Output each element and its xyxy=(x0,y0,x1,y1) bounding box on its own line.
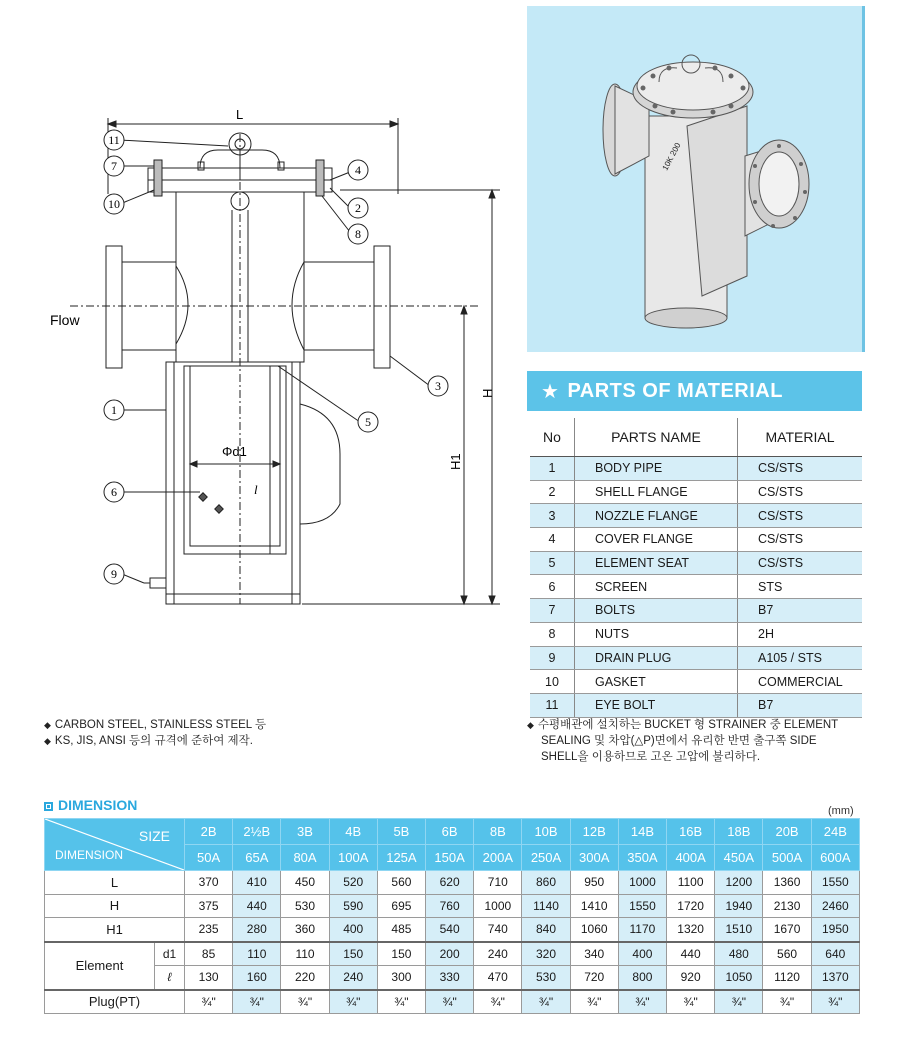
part-no: 7 xyxy=(530,599,575,623)
value-cell: ¾" xyxy=(570,990,618,1014)
note-line xyxy=(527,717,867,733)
value-cell: 1000 xyxy=(618,871,666,895)
value-cell: 590 xyxy=(329,894,377,918)
value-cell: 410 xyxy=(233,871,281,895)
part-material: A105 / STS xyxy=(738,646,863,670)
value-cell: ¾" xyxy=(763,990,811,1014)
value-cell: 540 xyxy=(426,918,474,942)
dimension-row-h xyxy=(45,894,860,918)
value-cell: 1370 xyxy=(811,966,859,990)
value-cell: 370 xyxy=(185,871,233,895)
part-no: 1 xyxy=(530,457,575,481)
size-a-cell: 500A xyxy=(763,845,811,871)
value-cell: 1000 xyxy=(474,894,522,918)
value-cell: 220 xyxy=(281,966,329,990)
value-cell: 340 xyxy=(570,942,618,966)
value-cell: ¾" xyxy=(233,990,281,1014)
value-cell: 710 xyxy=(474,871,522,895)
part-no: 4 xyxy=(530,528,575,552)
size-b-cell: 18B xyxy=(715,819,763,845)
callout-1: 1 xyxy=(111,403,117,417)
value-cell: 330 xyxy=(426,966,474,990)
size-a-cell: 200A xyxy=(474,845,522,871)
part-no: 2 xyxy=(530,480,575,504)
value-cell: 1120 xyxy=(763,966,811,990)
size-a-cell: 400A xyxy=(667,845,715,871)
value-cell: 110 xyxy=(281,942,329,966)
value-cell: 150 xyxy=(377,942,425,966)
value-cell: 440 xyxy=(667,942,715,966)
note-line xyxy=(44,717,266,733)
size-a-cell: 80A xyxy=(281,845,329,871)
callout-8: 8 xyxy=(355,227,361,241)
callout-7: 7 xyxy=(111,159,117,173)
value-cell: 1950 xyxy=(811,918,859,942)
value-cell: 920 xyxy=(667,966,715,990)
value-cell: ¾" xyxy=(618,990,666,1014)
part-name: SHELL FLANGE xyxy=(575,480,738,504)
size-a-cell: 125A xyxy=(377,845,425,871)
value-cell: 360 xyxy=(281,918,329,942)
size-b-cell: 14B xyxy=(618,819,666,845)
value-cell: ¾" xyxy=(811,990,859,1014)
size-a-cell: 150A xyxy=(426,845,474,871)
value-cell: 375 xyxy=(185,894,233,918)
dimension-row-h1 xyxy=(45,918,860,942)
value-cell: 520 xyxy=(329,871,377,895)
value-cell: 1670 xyxy=(763,918,811,942)
value-cell: ¾" xyxy=(667,990,715,1014)
unit-label: (mm) xyxy=(828,805,854,817)
parts-of-material-title xyxy=(527,371,862,411)
part-material: 2H xyxy=(738,622,863,646)
dimension-row-d1 xyxy=(45,942,860,966)
value-cell: ¾" xyxy=(426,990,474,1014)
dim-h-label: H xyxy=(480,388,495,398)
strainer-photo xyxy=(527,6,862,352)
value-cell: 1100 xyxy=(667,871,715,895)
part-name: SCREEN xyxy=(575,575,738,599)
value-cell: 485 xyxy=(377,918,425,942)
part-name: ELEMENT SEAT xyxy=(575,551,738,575)
part-material: B7 xyxy=(738,693,863,717)
value-cell: 400 xyxy=(618,942,666,966)
value-cell: 640 xyxy=(811,942,859,966)
value-cell: 860 xyxy=(522,871,570,895)
part-material: STS xyxy=(738,575,863,599)
parts-table xyxy=(530,418,862,718)
size-a-cell: 65A xyxy=(233,845,281,871)
note-text: KS, JIS, ANSI 등의 규격에 준하여 제작. xyxy=(54,735,253,747)
part-name: COVER FLANGE xyxy=(575,528,738,552)
size-a-cell: 250A xyxy=(522,845,570,871)
callout-3: 3 xyxy=(435,379,441,393)
dimension-row-plug xyxy=(45,990,860,1014)
strainer-drawing xyxy=(40,104,530,624)
parts-title-text: PARTS OF MATERIAL xyxy=(567,379,783,402)
value-cell: 440 xyxy=(233,894,281,918)
table-row xyxy=(530,480,862,504)
note-line xyxy=(44,733,266,749)
value-cell: 470 xyxy=(474,966,522,990)
part-no: 5 xyxy=(530,551,575,575)
note-line: SEALING 및 차압(△P)면에서 유리한 반면 출구쪽 SIDE xyxy=(541,735,817,747)
size-b-cell: 24B xyxy=(811,819,859,845)
part-no: 9 xyxy=(530,646,575,670)
size-b-cell: 3B xyxy=(281,819,329,845)
table-row xyxy=(530,457,862,481)
size-dimension-header xyxy=(45,819,185,871)
note-line: SHELL을 이용하므로 고온 고압에 불리하다. xyxy=(541,751,761,763)
note-text: 수평배관에 설치하는 BUCKET 형 STRAINER 중 ELEMENT xyxy=(537,719,839,731)
row-label: ℓ xyxy=(155,966,185,990)
callout-9: 9 xyxy=(111,567,117,581)
parts-header-name: PARTS NAME xyxy=(575,418,738,457)
table-row xyxy=(530,599,862,623)
value-cell: 695 xyxy=(377,894,425,918)
dimension-row-l xyxy=(45,966,860,990)
dim-l-label: L xyxy=(236,107,244,122)
table-row xyxy=(530,693,862,717)
value-cell: 1940 xyxy=(715,894,763,918)
value-cell: 480 xyxy=(715,942,763,966)
part-material: CS/STS xyxy=(738,480,863,504)
part-material: B7 xyxy=(738,599,863,623)
size-b-cell: 16B xyxy=(667,819,715,845)
part-no: 10 xyxy=(530,670,575,694)
value-cell: 300 xyxy=(377,966,425,990)
value-cell: 2130 xyxy=(763,894,811,918)
part-name: BOLTS xyxy=(575,599,738,623)
callout-2: 2 xyxy=(355,201,361,215)
dimension-row-l xyxy=(45,871,860,895)
size-b-cell: 5B xyxy=(377,819,425,845)
size-b-cell: 6B xyxy=(426,819,474,845)
part-name: DRAIN PLUG xyxy=(575,646,738,670)
dimension-label: DIMENSION xyxy=(55,848,124,862)
value-cell: 240 xyxy=(474,942,522,966)
part-material: COMMERCIAL xyxy=(738,670,863,694)
value-cell: 110 xyxy=(233,942,281,966)
value-cell: 530 xyxy=(522,966,570,990)
value-cell: 950 xyxy=(570,871,618,895)
part-name: NOZZLE FLANGE xyxy=(575,504,738,528)
part-name: GASKET xyxy=(575,670,738,694)
part-name: NUTS xyxy=(575,622,738,646)
part-material: CS/STS xyxy=(738,551,863,575)
parts-table-header xyxy=(530,418,862,457)
size-b-cell: 12B xyxy=(570,819,618,845)
dim-h1-label: H1 xyxy=(448,453,463,470)
value-cell: ¾" xyxy=(377,990,425,1014)
table-row xyxy=(530,622,862,646)
value-cell: ¾" xyxy=(329,990,377,1014)
row-label: H1 xyxy=(45,918,185,942)
value-cell: ¾" xyxy=(715,990,763,1014)
size-a-cell: 350A xyxy=(618,845,666,871)
size-b-cell: 10B xyxy=(522,819,570,845)
value-cell: 800 xyxy=(618,966,666,990)
value-cell: 1550 xyxy=(618,894,666,918)
value-cell: 530 xyxy=(281,894,329,918)
value-cell: 200 xyxy=(426,942,474,966)
square-icon xyxy=(44,802,53,811)
size-a-cell: 450A xyxy=(715,845,763,871)
size-label: SIZE xyxy=(138,828,170,844)
part-no: 3 xyxy=(530,504,575,528)
value-cell: 1410 xyxy=(570,894,618,918)
value-cell: 560 xyxy=(763,942,811,966)
value-cell: 1140 xyxy=(522,894,570,918)
callout-5: 5 xyxy=(365,415,371,429)
dim-d1-label: Φd1 xyxy=(222,444,247,459)
dimension-title xyxy=(44,797,137,813)
value-cell: 1550 xyxy=(811,871,859,895)
dimension-title-text: DIMENSION xyxy=(58,797,138,813)
value-cell: 1050 xyxy=(715,966,763,990)
value-cell: 235 xyxy=(185,918,233,942)
value-cell: 560 xyxy=(377,871,425,895)
dimension-table xyxy=(44,818,860,1014)
table-row xyxy=(530,575,862,599)
size-a-cell: 300A xyxy=(570,845,618,871)
value-cell: 160 xyxy=(233,966,281,990)
value-cell: 400 xyxy=(329,918,377,942)
notes-right xyxy=(527,717,867,765)
row-label: H xyxy=(45,894,185,918)
table-row xyxy=(530,504,862,528)
callout-6: 6 xyxy=(111,485,117,499)
value-cell: 1320 xyxy=(667,918,715,942)
product-photo-panel xyxy=(527,6,865,352)
value-cell: 85 xyxy=(185,942,233,966)
value-cell: 320 xyxy=(522,942,570,966)
size-b-cell: 2B xyxy=(185,819,233,845)
part-no: 6 xyxy=(530,575,575,599)
size-row-b xyxy=(45,819,860,845)
part-material: CS/STS xyxy=(738,457,863,481)
diamond-icon: ◆ xyxy=(44,720,51,730)
value-cell: 150 xyxy=(329,942,377,966)
parts-header-material: MATERIAL xyxy=(738,418,863,457)
diamond-icon: ◆ xyxy=(527,720,534,730)
value-cell: 1510 xyxy=(715,918,763,942)
size-b-cell: 20B xyxy=(763,819,811,845)
value-cell: 240 xyxy=(329,966,377,990)
part-name: EYE BOLT xyxy=(575,693,738,717)
value-cell: 130 xyxy=(185,966,233,990)
part-material: CS/STS xyxy=(738,528,863,552)
value-cell: ¾" xyxy=(185,990,233,1014)
value-cell: 1170 xyxy=(618,918,666,942)
note-text: CARBON STEEL, STAINLESS STEEL 등 xyxy=(54,719,267,731)
value-cell: 1200 xyxy=(715,871,763,895)
value-cell: 1720 xyxy=(667,894,715,918)
value-cell: 1060 xyxy=(570,918,618,942)
part-material: CS/STS xyxy=(738,504,863,528)
diagonal-line xyxy=(45,819,184,870)
value-cell: 1360 xyxy=(763,871,811,895)
value-cell: ¾" xyxy=(522,990,570,1014)
size-b-cell: 4B xyxy=(329,819,377,845)
callout-10: 10 xyxy=(108,197,120,211)
value-cell: 2460 xyxy=(811,894,859,918)
part-no: 8 xyxy=(530,622,575,646)
flow-label: Flow xyxy=(50,312,80,328)
size-b-cell: 2½B xyxy=(233,819,281,845)
notes-left xyxy=(44,717,266,749)
diamond-icon: ◆ xyxy=(44,736,51,746)
value-cell: 740 xyxy=(474,918,522,942)
table-row xyxy=(530,528,862,552)
value-cell: 280 xyxy=(233,918,281,942)
photo-stamp: 10K 200 xyxy=(660,141,683,172)
callout-11: 11 xyxy=(108,133,120,147)
parts-header-no: No xyxy=(530,418,575,457)
size-b-cell: 8B xyxy=(474,819,522,845)
size-a-cell: 50A xyxy=(185,845,233,871)
value-cell: 760 xyxy=(426,894,474,918)
value-cell: 720 xyxy=(570,966,618,990)
row-label: Plug(PT) xyxy=(45,990,185,1014)
star-icon: ★ xyxy=(541,380,560,403)
value-cell: 450 xyxy=(281,871,329,895)
row-label: d1 xyxy=(155,942,185,966)
callout-4: 4 xyxy=(355,163,361,177)
value-cell: ¾" xyxy=(281,990,329,1014)
part-no: 11 xyxy=(530,693,575,717)
size-a-cell: 600A xyxy=(811,845,859,871)
table-row xyxy=(530,670,862,694)
element-row-label: Element xyxy=(45,942,155,990)
value-cell: 840 xyxy=(522,918,570,942)
size-a-cell: 100A xyxy=(329,845,377,871)
row-label: L xyxy=(45,871,185,895)
table-row xyxy=(530,646,862,670)
dim-l-element-label: l xyxy=(254,482,258,497)
value-cell: ¾" xyxy=(474,990,522,1014)
table-row xyxy=(530,551,862,575)
part-name: BODY PIPE xyxy=(575,457,738,481)
value-cell: 620 xyxy=(426,871,474,895)
